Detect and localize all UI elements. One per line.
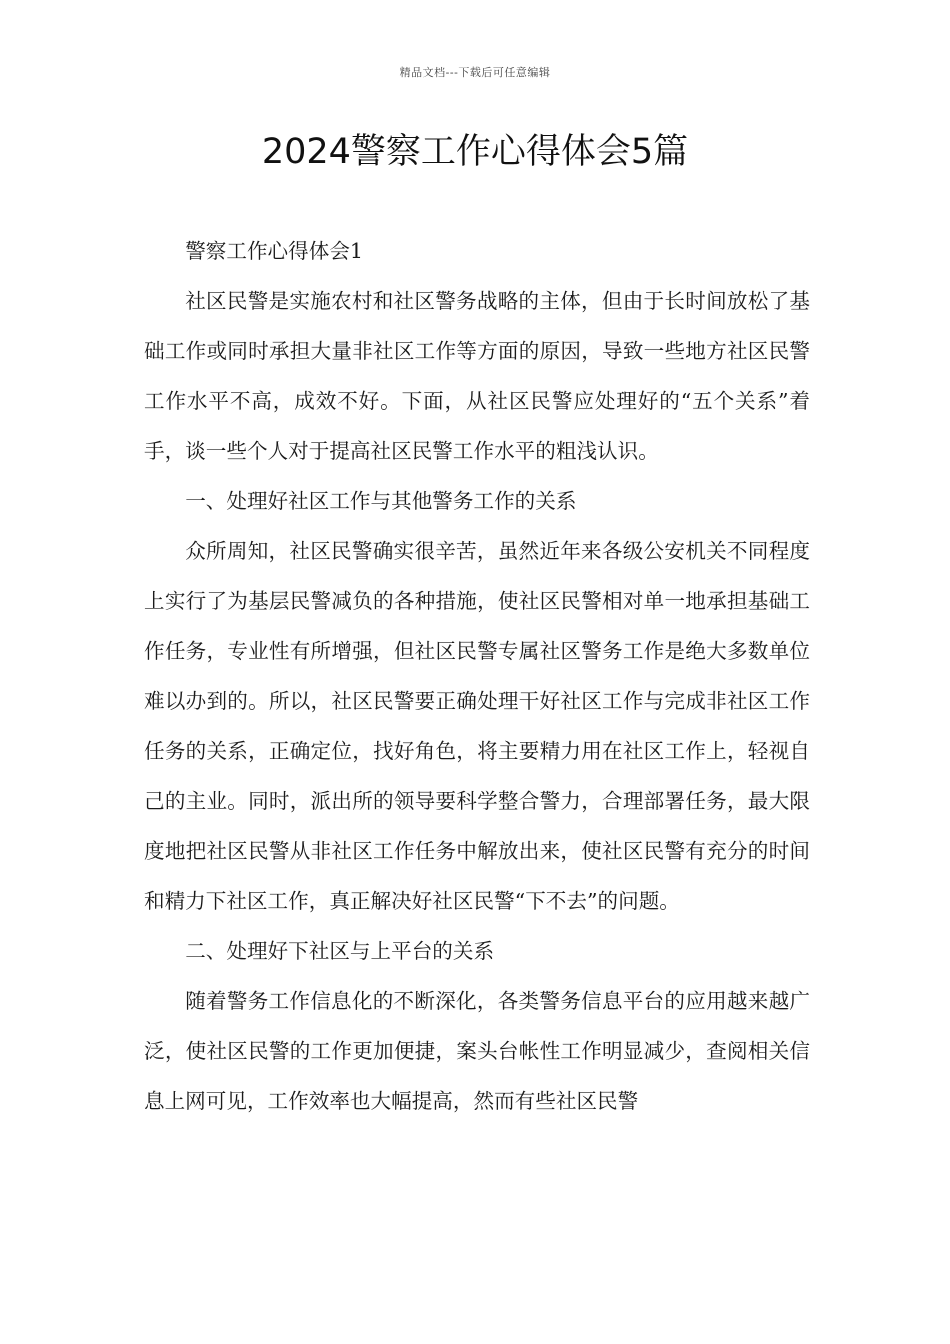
body-paragraph: 众所周知，社区民警确实很辛苦，虽然近年来各级公安机关不同程度上实行了为基层民警减负的各种措施，使社区民警相对单一地承担基础工作任务，专业性有所增强，但社区民警专属社区警务工作是绝大多数单位难以办到的。所以，社区民警要正确处理干好社区工作与完成非社区工作任务的关系，正确定位，找好角色，将主要精力用在社区工作上，轻视自己的主业。同时，派出所的领导要科学整合警力，合理部署任务，最大限度地把社区民警从非社区工作任务中解放出来，使社区民警有充分的时间和精力下社区工作，真正解决好社区民警“下不去”的问题。 <box>144 539 810 913</box>
section-heading: 警察工作心得体会1 <box>185 239 364 263</box>
document-title: 2024警察工作心得体会5篇 <box>261 132 689 172</box>
page-header: 精品文档---下载后可任意编辑 <box>399 66 551 79</box>
document-body <box>144 226 810 1126</box>
body-paragraph: 社区民警是实施农村和社区警务战略的主体，但由于长时间放松了基础工作或同时承担大量非社区工作等方面的原因，导致一些地方社区民警工作水平不高，成效不好。下面，从社区民警应处理好的“五个关系”着手，谈一些个人对于提高社区民警工作水平的粗浅认识。 <box>144 289 810 463</box>
body-paragraph: 随着警务工作信息化的不断深化，各类警务信息平台的应用越来越广泛，使社区民警的工作更加便捷，案头台帐性工作明显减少，查阅相关信息上网可见，工作效率也大幅提高，然而有些社区民警 <box>144 989 810 1113</box>
section-heading: 一、处理好社区工作与其他警务工作的关系 <box>185 489 577 513</box>
section-heading: 二、处理好下社区与上平台的关系 <box>185 939 495 963</box>
